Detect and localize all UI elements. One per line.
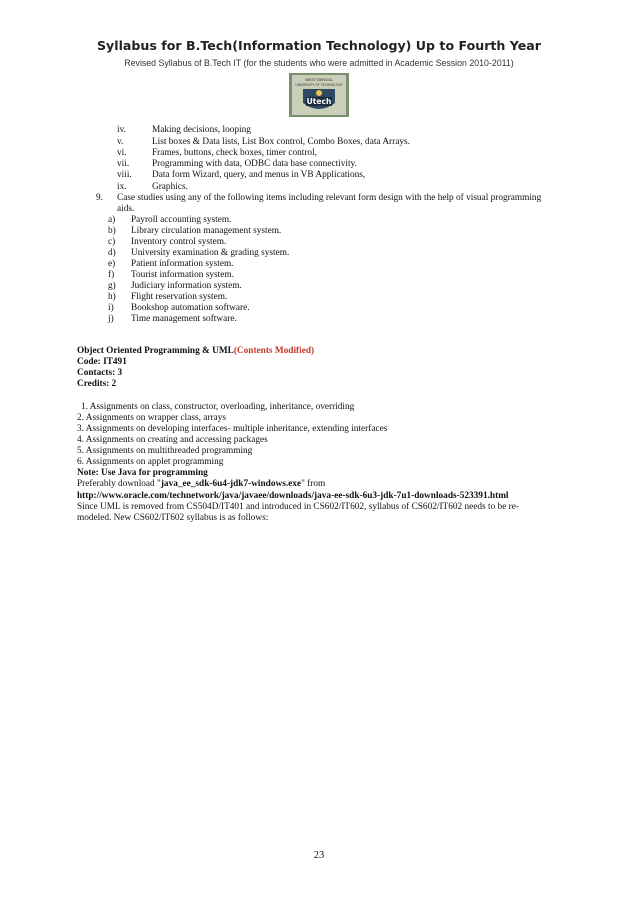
list-item-letter: g) — [108, 281, 116, 291]
list-item: University examination & grading system. — [131, 248, 290, 258]
list-item: Inventory control system. — [131, 237, 227, 247]
course-code: Code: IT491 — [77, 357, 127, 367]
list-item: Library circulation management system. — [131, 226, 282, 236]
download-line — [77, 479, 325, 490]
list-item-number: ix. — [117, 182, 127, 192]
logo-line1: WEST BENGAL — [305, 77, 333, 82]
course-title: Object Oriented Programming & UML — [77, 346, 234, 356]
list-item-letter: h) — [108, 292, 116, 302]
list-item: Judiciary information system. — [131, 281, 242, 291]
assignment-item: 1. Assignments on class, constructor, overloading, inheritance, overriding — [81, 402, 355, 412]
list-item: List boxes & Data lists, List Box control, Combo Boxes, data Arrays. — [152, 137, 410, 147]
list-item-letter: b) — [108, 226, 116, 236]
uml-note: Since UML is removed from CS504D/IT401 and introduced in CS602/IT602, syllabus of CS602/IT602 needs to be re- — [77, 502, 519, 512]
download-filename: java_ee_sdk-6u4-jdk7-windows.exe — [160, 479, 302, 489]
course-heading — [77, 346, 314, 357]
list-item-letter: d) — [108, 248, 116, 258]
list-item-letter: j) — [108, 314, 114, 324]
list-item: Bookshop automation software. — [131, 303, 250, 313]
download-url[interactable]: http://www.oracle.com/technetwork/java/javaee/downloads/java-ee-sdk-6u3-jdk-7u1-downloads-523391.html — [77, 491, 509, 501]
list-item-number: v. — [117, 137, 124, 147]
list-item-letter: c) — [108, 237, 116, 247]
list-item: Time management software. — [131, 314, 237, 324]
download-suffix: " from — [301, 479, 326, 489]
list-item-letter: a) — [108, 215, 116, 225]
page-title: Syllabus for B.Tech(Information Technology) Up to Fourth Year — [96, 38, 541, 53]
university-logo — [289, 73, 349, 117]
logo-line2: UNIVERSITY OF TECHNOLOGY — [295, 83, 343, 87]
course-credits: Credits: 2 — [77, 379, 117, 389]
item9-text: Case studies using any of the following items including relevant form design with the help of visual programming — [117, 193, 542, 203]
list-item-number: iv. — [117, 125, 126, 135]
logo-name: Utech — [306, 97, 332, 106]
uml-note-cont: modeled. New CS602/IT602 syllabus is as follows: — [77, 513, 269, 523]
list-item-number: vii. — [117, 159, 130, 169]
page-subtitle: Revised Syllabus of B.Tech IT (for the students who were admitted in Academic Session 2010-2011) — [124, 58, 514, 68]
list-item: Making decisions, looping — [152, 125, 251, 135]
list-item: Graphics. — [152, 182, 188, 192]
page-number: 23 — [313, 850, 325, 861]
course-contacts: Contacts: 3 — [77, 368, 123, 378]
list-item: Frames, buttons, check boxes, timer control, — [152, 148, 317, 158]
note-heading: Note: Use Java for programming — [77, 468, 208, 478]
assignment-item: 4. Assignments on creating and accessing packages — [77, 435, 268, 445]
assignment-item: 5. Assignments on multithreaded programming — [77, 446, 253, 456]
item9-text-cont: aids. — [117, 204, 135, 214]
assignment-item: 3. Assignments on developing interfaces- multiple inheritance, extending interfaces — [77, 424, 388, 434]
modified-note: (Contents Modified) — [233, 346, 315, 356]
assignment-item: 2. Assignments on wrapper class, arrays — [77, 413, 226, 423]
list-item: Flight reservation system. — [131, 292, 228, 302]
list-item: Tourist information system. — [131, 270, 234, 280]
list-item-letter: f) — [108, 270, 115, 280]
list-item-letter: e) — [108, 259, 116, 269]
list-item: Payroll accounting system. — [131, 215, 232, 225]
assignment-item: 6. Assignments on applet programming — [77, 457, 224, 467]
list-item: Data form Wizard, query, and menus in VB Applications, — [152, 170, 366, 180]
list-item: Programming with data, ODBC data base connectivity. — [152, 159, 357, 169]
download-prefix: Preferably download " — [77, 479, 161, 489]
list-item-letter: i) — [108, 303, 114, 313]
list-item-number: vi. — [117, 148, 127, 158]
item9-number: 9. — [96, 193, 103, 203]
list-item: Patient information system. — [131, 259, 234, 269]
list-item-number: viii. — [117, 170, 132, 180]
